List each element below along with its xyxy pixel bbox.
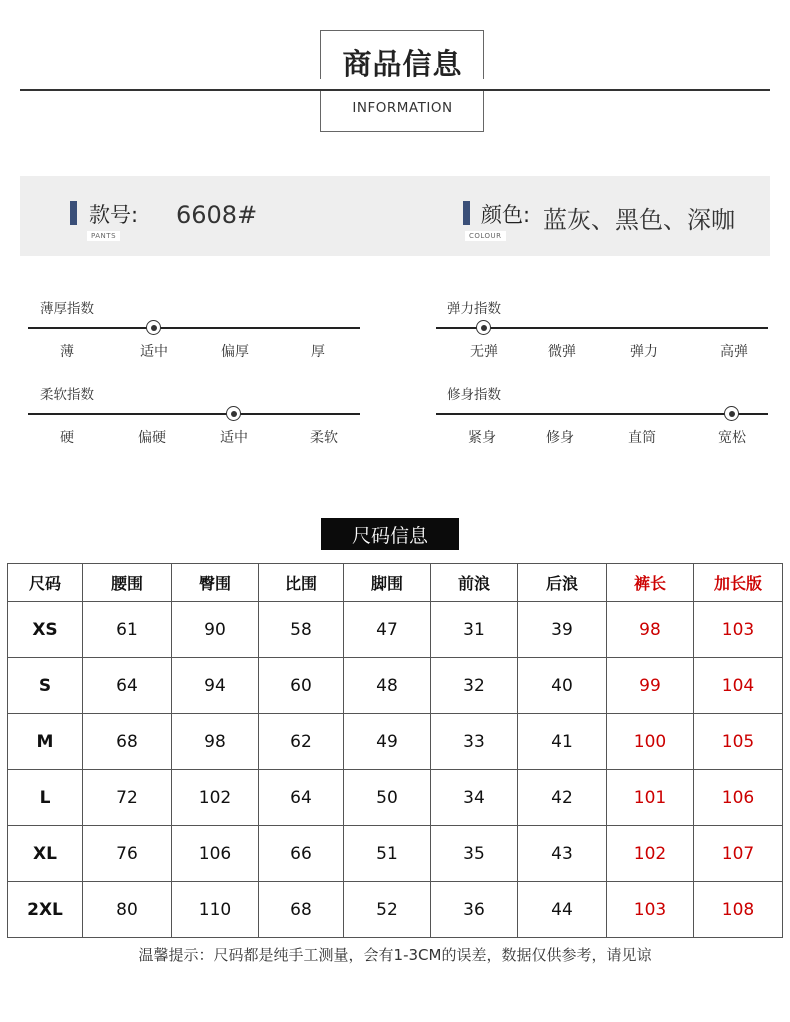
size-cell: 61: [83, 602, 172, 658]
size-cell: 66: [259, 826, 344, 882]
size-cell: 60: [259, 658, 344, 714]
table-row: [8, 714, 783, 770]
size-cell: 99: [607, 658, 694, 714]
size-cell: 102: [172, 770, 259, 826]
table-row: [8, 826, 783, 882]
size-cell: 105: [694, 714, 783, 770]
index-option: 弹力: [630, 344, 658, 360]
size-cell: 107: [694, 826, 783, 882]
size-cell: 102: [607, 826, 694, 882]
index-option: 硬: [60, 430, 74, 446]
size-cell: L: [8, 770, 83, 826]
style-value: 6608#: [176, 201, 258, 229]
index-track: [28, 413, 360, 415]
measurement-note: 温馨提示：尺码都是纯手工测量，会有1-3CM的误差，数据仅供参考，请见谅: [138, 946, 652, 964]
size-header-cell: 脚围: [344, 564, 431, 602]
size-cell: 64: [83, 658, 172, 714]
color-marker-bar: [463, 201, 470, 225]
size-cell: 72: [83, 770, 172, 826]
color-label: 颜色:: [481, 203, 531, 227]
size-header-cell: 前浪: [431, 564, 518, 602]
size-cell: 68: [83, 714, 172, 770]
index-option: 宽松: [718, 430, 746, 446]
index-option: 适中: [220, 430, 248, 446]
index-selector-knob: [724, 406, 739, 421]
size-header-cell: 臀围: [172, 564, 259, 602]
table-row: [8, 770, 783, 826]
size-header-cell: 尺码: [8, 564, 83, 602]
index-selector-knob: [226, 406, 241, 421]
index-selector-knob: [476, 320, 491, 335]
size-cell: 35: [431, 826, 518, 882]
size-cell: 39: [518, 602, 607, 658]
size-cell: 48: [344, 658, 431, 714]
size-cell: 58: [259, 602, 344, 658]
size-cell: 80: [83, 882, 172, 938]
size-cell: 2XL: [8, 882, 83, 938]
index-option: 微弹: [548, 344, 576, 360]
size-cell: 52: [344, 882, 431, 938]
size-cell: XL: [8, 826, 83, 882]
index-option: 适中: [140, 344, 168, 360]
size-cell: 51: [344, 826, 431, 882]
index-option: 紧身: [468, 430, 496, 446]
style-tag: PANTS: [87, 231, 120, 241]
index-track: [28, 327, 360, 329]
size-table-header: [8, 564, 783, 602]
index-title: 薄厚指数: [40, 301, 94, 317]
size-cell: 106: [694, 770, 783, 826]
size-cell: 76: [83, 826, 172, 882]
size-cell: 47: [344, 602, 431, 658]
style-label: 款号:: [89, 203, 139, 227]
size-cell: 103: [607, 882, 694, 938]
size-cell: 94: [172, 658, 259, 714]
index-selector-knob: [146, 320, 161, 335]
size-cell: 62: [259, 714, 344, 770]
size-cell: 100: [607, 714, 694, 770]
size-cell: 98: [607, 602, 694, 658]
size-cell: 42: [518, 770, 607, 826]
size-header-cell: 腰围: [83, 564, 172, 602]
size-cell: S: [8, 658, 83, 714]
index-option: 高弹: [720, 344, 748, 360]
index-title: 柔软指数: [40, 387, 94, 403]
index-title: 弹力指数: [447, 301, 501, 317]
index-option: 偏硬: [138, 430, 166, 446]
size-cell: 50: [344, 770, 431, 826]
size-section-title: 尺码信息: [321, 518, 459, 550]
index-option: 薄: [60, 344, 74, 360]
size-cell: 44: [518, 882, 607, 938]
table-row: [8, 882, 783, 938]
size-header-cell: 加长版: [694, 564, 783, 602]
index-option: 无弹: [470, 344, 498, 360]
color-value: 蓝灰、黑色、深咖: [543, 206, 735, 234]
size-cell: 43: [518, 826, 607, 882]
size-cell: 108: [694, 882, 783, 938]
index-track: [436, 413, 768, 415]
size-cell: 90: [172, 602, 259, 658]
size-cell: 68: [259, 882, 344, 938]
size-cell: 104: [694, 658, 783, 714]
size-cell: 106: [172, 826, 259, 882]
size-cell: 103: [694, 602, 783, 658]
size-cell: 33: [431, 714, 518, 770]
size-cell: 64: [259, 770, 344, 826]
size-cell: 49: [344, 714, 431, 770]
index-option: 偏厚: [221, 344, 249, 360]
color-tag: COLOUR: [465, 231, 506, 241]
size-cell: 110: [172, 882, 259, 938]
index-title: 修身指数: [447, 387, 501, 403]
table-row: [8, 602, 783, 658]
size-cell: XS: [8, 602, 83, 658]
size-header-cell: 比围: [259, 564, 344, 602]
table-row: [8, 658, 783, 714]
index-option: 厚: [311, 344, 325, 360]
size-cell: 36: [431, 882, 518, 938]
page-subtitle: INFORMATION: [352, 100, 453, 116]
size-cell: 98: [172, 714, 259, 770]
size-header-cell: 后浪: [518, 564, 607, 602]
size-cell: M: [8, 714, 83, 770]
size-cell: 31: [431, 602, 518, 658]
style-marker-bar: [70, 201, 77, 225]
size-table: [7, 563, 783, 938]
size-cell: 40: [518, 658, 607, 714]
size-header-cell: 裤长: [607, 564, 694, 602]
index-option: 柔软: [310, 430, 338, 446]
page-title: 商品信息: [342, 47, 463, 81]
size-cell: 32: [431, 658, 518, 714]
index-option: 直筒: [628, 430, 656, 446]
size-cell: 34: [431, 770, 518, 826]
size-cell: 41: [518, 714, 607, 770]
size-cell: 101: [607, 770, 694, 826]
index-option: 修身: [546, 430, 574, 446]
